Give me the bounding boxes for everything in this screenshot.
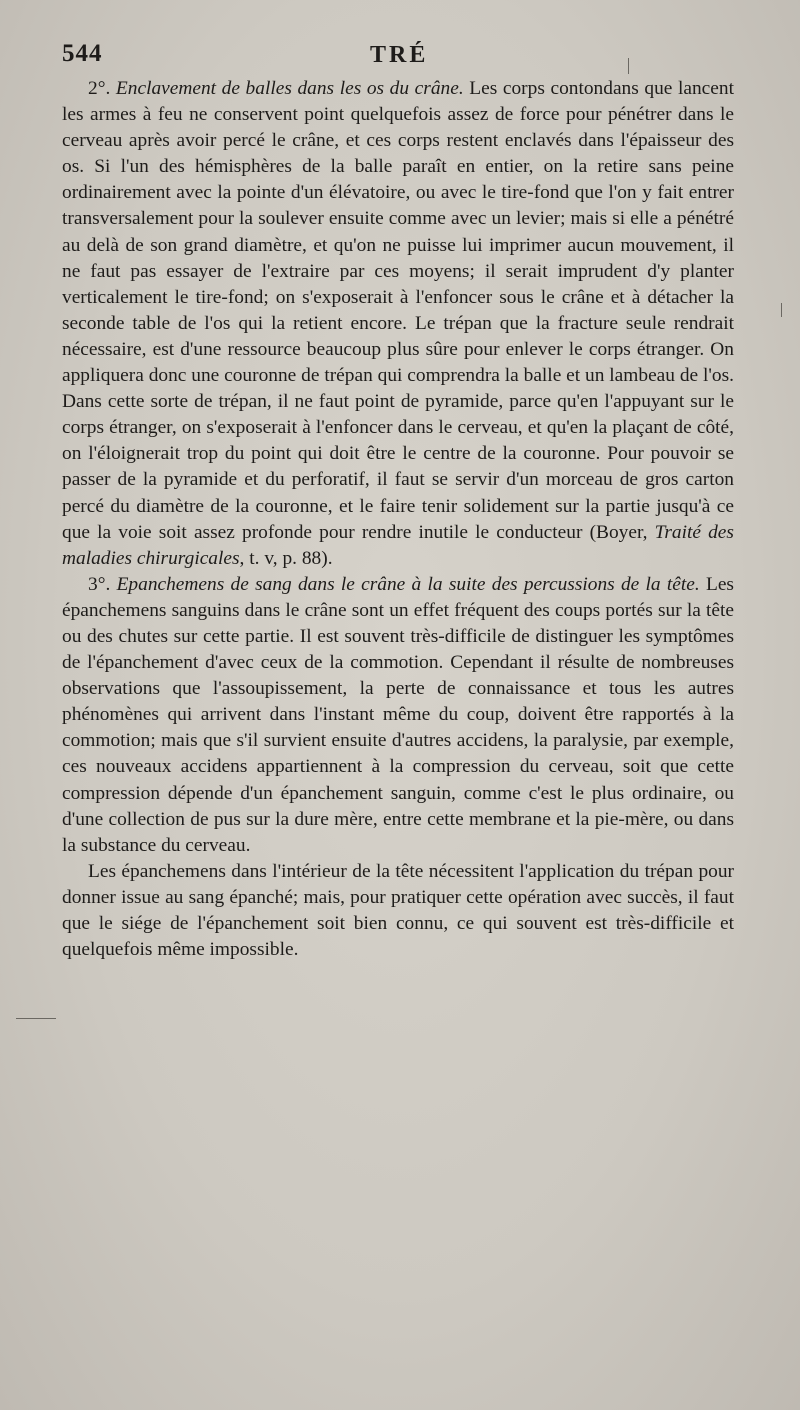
margin-mark-top <box>628 58 629 74</box>
section-number: 3°. <box>88 573 111 595</box>
book-page <box>62 40 734 963</box>
section-text: Les corps contondans que lancent les armes à feu ne conservent point quelquefois assez de force pour pénétrer dans le cerveau après avoir percé le crâne, et ces corps restent enclavés dans l'épaisseur des os. Si l'un des hémisphères de la balle paraît en entier, on la retire sans peine ordinairement avec la pointe d'un élévatoire, ou avec le tire-fond que l'on y fait entrer transversalement pour la soulever ensuite comme avec un levier; mais si elle a pénétré au delà de son grand diamètre, et qu'on ne puisse lui imprimer aucun mouvement, il ne faut pas essayer de l'extraire par ces moyens; il serait imprudent d'y planter verticalement le tire-fond; on s'exposerait à l'enfoncer sous le crâne et à détacher la seconde table de l'os qui la retient encore. Le trépan que la fracture seule rendrait nécessaire, est d'une ressource beaucoup plus sûre pour enlever le corps étranger. On appliquera donc une couronne de trépan qui comprendra la balle et un lambeau de l'os. Dans cette sorte de trépan, il ne faut point de pyramide, parce qu'en l'appuyant sur le corps étranger, on s'exposerait à l'enfoncer dans le cerveau, et qu'en la plaçant de côté, on l'éloignerait trop du point qui doit être le centre de la couronne. Pour pouvoir se passer de la pyramide et du perforatif, il faut se servir d'un morceau de gros carton percé du diamètre de la couronne, et le faire tenir solidement sur la partie jusqu'à ce que la voie soit assez profonde pour rendre inutile le conducteur (Boyer, <box>62 78 734 543</box>
closing-paragraph: Les épanchemens dans l'intérieur de la tête nécessitent l'application du trépan pour donner issue au sang épanché; mais, pour pratiquer cette opération avec succès, il faut que le siége de l'épanchement soit bien connu, ce qui souvent est très-difficile et quelquefois même impossible. <box>62 860 734 961</box>
margin-mark-left <box>16 1018 56 1019</box>
citation-title: Traité des maladies chirurgicales <box>62 521 734 569</box>
section-text: Les épanchemens sanguins dans le crâne sont un effet fréquent des coups portés sur la tête ou des chutes sur cette partie. Il est souvent très-difficile de distinguer les symptômes de l'épanchement d'avec ceux de la commotion. Cependant il résulte de nombreuses observations que l'assoupissement, la perte de connaissance et tous les autres phénomènes qui arrivent dans l'instant même du coup, doivent être rapportés à la commotion; mais que s'il survient ensuite d'autres accidens, la paralysie, par exemple, ces nouveaux accidens appartiennent à la compression du cerveau, soit que cette compression dépende d'un épanchement sanguin, comme c'est le plus ordinaire, ou d'une collection de pus sur la dure mère, entre cette membrane et la pie-mère, ou dans la substance du cerveau. <box>62 573 734 856</box>
section-number: 2°. <box>88 78 111 99</box>
section-title: Enclavement de balles dans les os du crâne. <box>115 78 464 99</box>
running-title: TRÉ <box>370 42 429 68</box>
page-number: 544 <box>62 40 103 67</box>
margin-mark-right <box>781 303 782 317</box>
running-head <box>62 40 734 76</box>
section-epanchemens <box>62 572 734 859</box>
section-title: Epanchemens de sang dans le crâne à la suite des percussions de la tête. <box>116 573 700 595</box>
section-enclavement <box>62 76 734 572</box>
body-text <box>62 76 734 963</box>
citation-rest: , t. v, p. 88). <box>239 547 333 569</box>
